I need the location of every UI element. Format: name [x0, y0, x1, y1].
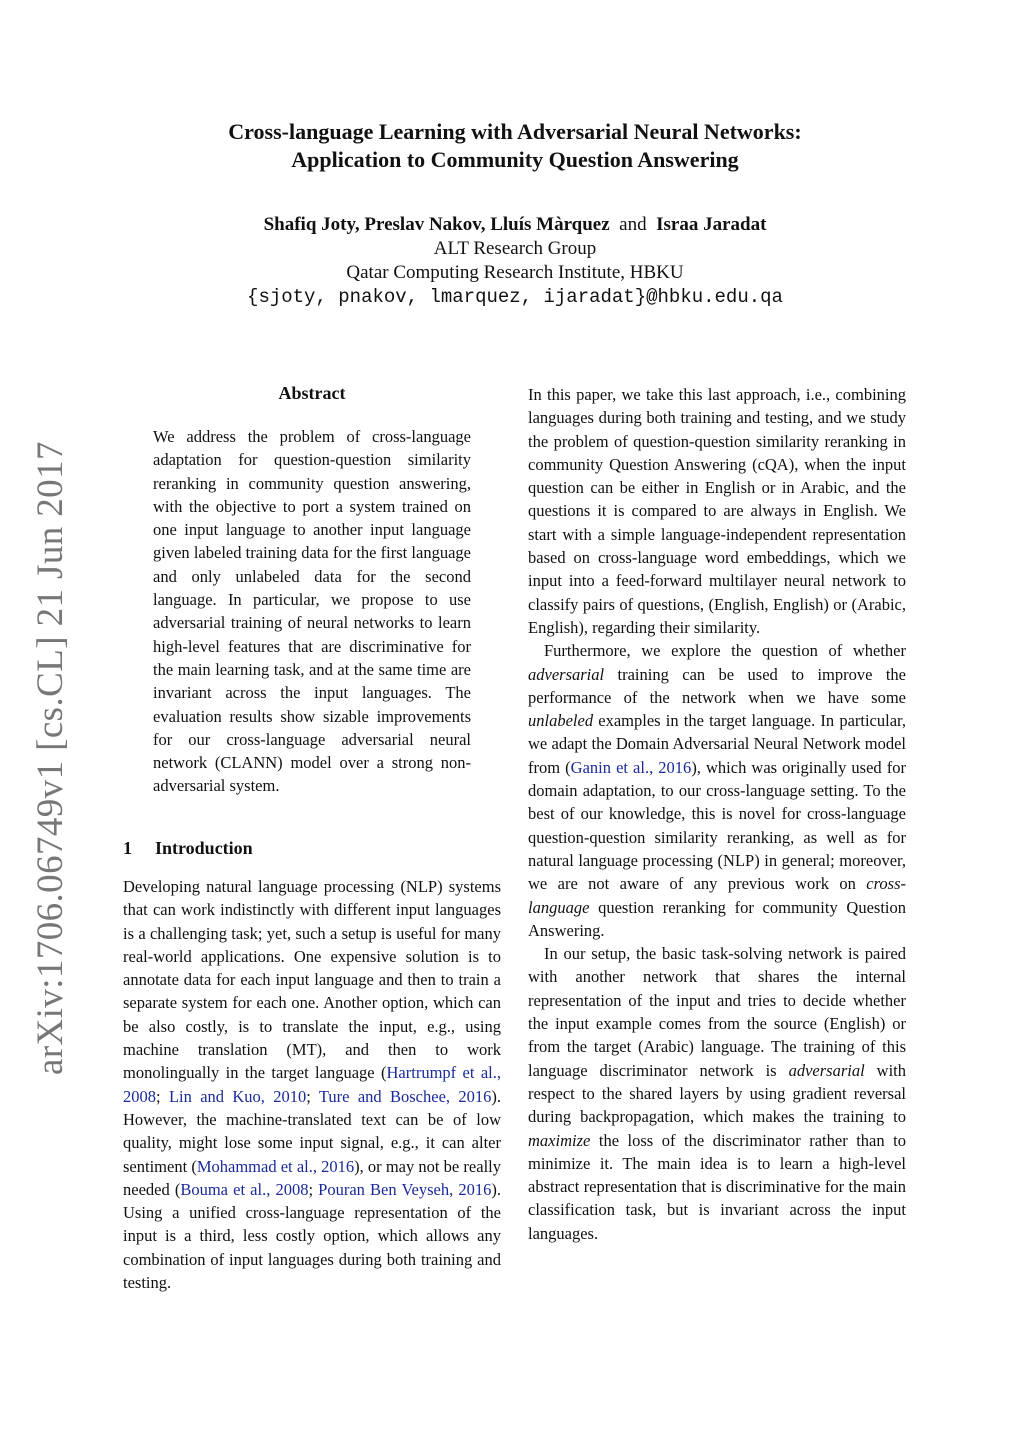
citation-mohammad-2016[interactable]: Mohammad et al., 2016 [196, 1156, 355, 1176]
p1-text-2: ). However, the machine-translated text can be of low quality, might lose some input signal, e.g., it can alter sentiment ( [123, 1086, 501, 1176]
p4-text-3: the loss of the discriminator rather than to minimize it. The main idea is to learn a high-level abstract representation that is discriminative for the main classification task, but is invariant across the input languages. [528, 1130, 906, 1243]
p1-text-1: Developing natural language processing (NLP) systems that can work indistinctly with different input languages is a challenging task; yet, such a setup is useful for many real-world applications. One expensive solution is to annotate data for each input language and then to train a separate system for each one. Another option, which can be also costly, is to translate the input, e.g., using machine translation (MT), and then to work monolingually in the target language ( [123, 877, 501, 1083]
p3-text-2: training can be used to improve the performance of the network when we have some [528, 664, 906, 707]
author-emails: {sjoty, pnakov, lmarquez, ijaradat}@hbku.edu.qa [247, 286, 783, 308]
author-group: ALT Research Group [433, 238, 597, 259]
citation-ture-boschee-2016[interactable]: Ture and Boschee, 2016 [318, 1086, 492, 1106]
paper-title [120, 118, 910, 174]
p1-text-4: ). Using a unified cross-language representation of the input is a third, less costly option, which allows any combination of input languages during both training and testing. [123, 1179, 501, 1293]
section-number: 1 [123, 838, 132, 858]
author-names-b: Israa Jaradat [656, 214, 767, 235]
p4-emph-1: adversarial [788, 1060, 865, 1080]
p1-text-3: ), or may not be really needed ( [123, 1156, 501, 1199]
title-line-1: Cross-language Learning with Adversarial Neural Networks: [228, 119, 802, 144]
citation-hartrumpf-2008[interactable]: Hartrumpf et al., 2008 [123, 1063, 501, 1106]
author-names-a: Shafiq Joty, Preslav Nakov, Lluís Màrquez [263, 214, 610, 235]
p3-emph-2: unlabeled [528, 711, 594, 731]
p3-text-3: examples in the target language. In particular, we adapt the Domain Adversarial Neural Network model from ( [528, 711, 906, 777]
p3-emph-3: cross-language [528, 874, 906, 917]
left-column-body [123, 875, 501, 1294]
citation-lin-kuo-2010[interactable]: Lin and Kuo, 2010 [168, 1086, 307, 1106]
p3-emph-1: adversarial [528, 664, 605, 684]
citation-bouma-2008[interactable]: Bouma et al., 2008 [180, 1179, 309, 1199]
author-institute: Qatar Computing Research Institute, HBKU [346, 262, 684, 283]
p3-text-4: ), which was originally used for domain adaptation, to our cross-language setting. To the best of our knowledge, this is novel for cross-language question-question similarity reranking, as well as for natural language processing (NLP) in general; moreover, we are not aware of any previous work on [528, 757, 906, 894]
abstract-heading: Abstract [278, 383, 346, 403]
right-column-body [528, 383, 906, 1245]
author-block [120, 213, 910, 309]
title-line-2: Application to Community Question Answering [291, 147, 739, 172]
p4-text-1: In our setup, the basic task-solving network is paired with another network that shares the internal representation of the input and tries to decide whether the input example comes from the source (English) or from the target (Arabic) language. The training of this language discriminator network is [528, 944, 906, 1080]
abstract-body [153, 425, 471, 798]
abstract-text: We address the problem of cross-language adaptation for question-question similarity reranking in community question answering, with the objective to port a system trained on one input language to another input language given labeled training data for the first language and only unlabeled data for the second language. In particular, we propose to use adversarial training of neural networks to learn high-level features that are discriminative for the main learning task, and at the same time are invariant across the input languages. The evaluation results show sizable improvements for our cross-language adversarial neural network (CLANN) model over a strong non-adversarial system. [153, 427, 471, 796]
author-and: and [619, 214, 647, 235]
intro-paragraph-3 [528, 639, 906, 942]
p1-sep-1: ; [156, 1086, 169, 1106]
citation-pouran-ben-veyseh-2016[interactable]: Pouran Ben Veyseh, 2016 [318, 1179, 492, 1199]
section-heading-introduction [123, 838, 253, 859]
intro-paragraph-1 [123, 875, 501, 1294]
intro-paragraph-2: In this paper, we take this last approach, i.e., combining languages during both training and testing, and we study the problem of question-question similarity reranking in community Question Answering (cQA), when the input question can be either in English or in Arabic, and the questions it is compared to are always in English. We start with a simple language-independent representation based on cross-language word embeddings, which we input into a feed-forward multilayer neural network to classify pairs of questions, (English, English) or (Arabic, English), regarding their similarity. [528, 385, 906, 637]
p4-text-2: with respect to the shared layers by using gradient reversal during backpropagation, which makes the training to [528, 1060, 906, 1127]
author-names [120, 213, 910, 237]
p1-sep-2: ; [306, 1086, 319, 1106]
intro-paragraph-4 [528, 942, 906, 1245]
p3-text-1: Furthermore, we explore the question of whether [544, 641, 906, 661]
section-title: Introduction [155, 838, 253, 858]
citation-ganin-2016[interactable]: Ganin et al., 2016 [570, 757, 692, 777]
p3-text-5: question reranking for community Question Answering. [528, 897, 906, 940]
p4-emph-2: maximize [528, 1130, 591, 1150]
p1-sep-3: ; [308, 1179, 319, 1199]
arxiv-stamp-text: arXiv:1706.06749v1 [cs.CL] 21 Jun 2017 [30, 441, 71, 1075]
